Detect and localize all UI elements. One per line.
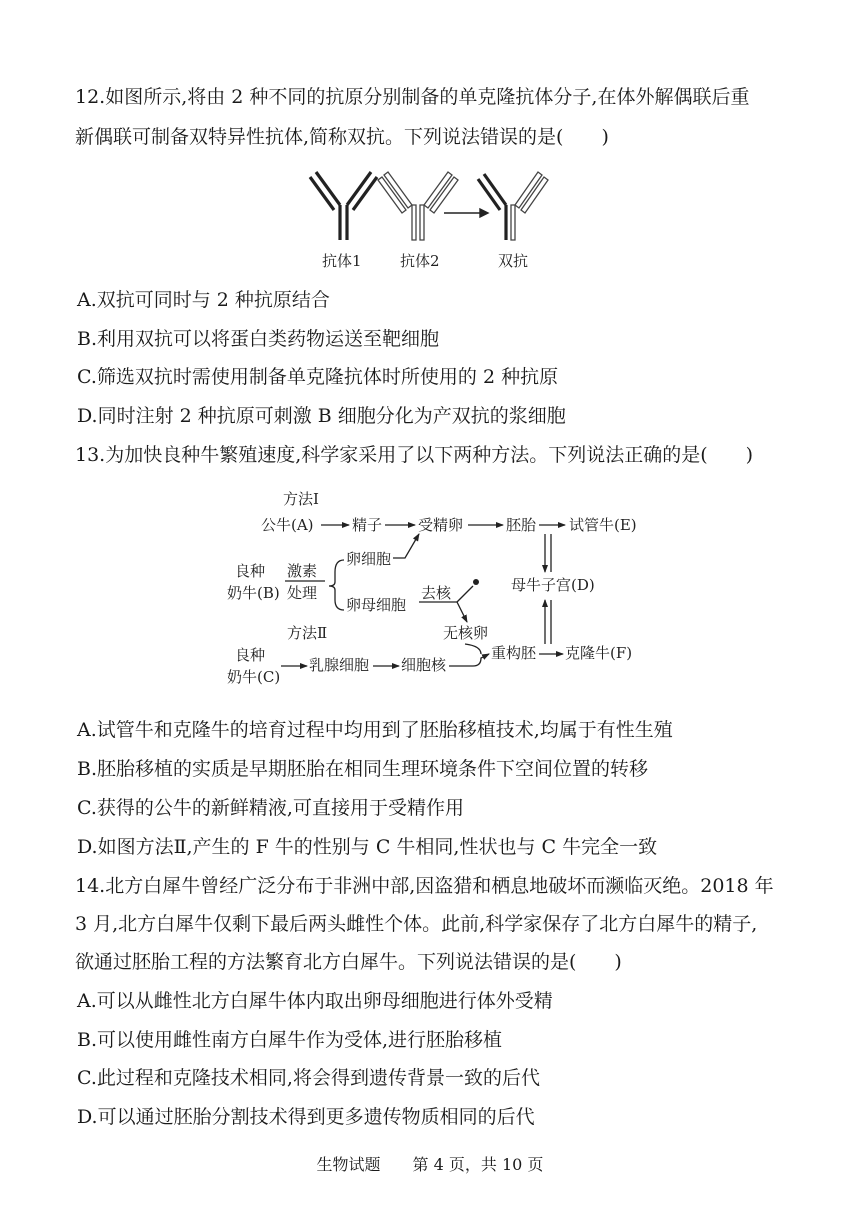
hormone-line1: 激素 [287,562,318,580]
method-1-label: 方法Ⅰ [283,490,319,508]
q13-option-a: A.试管牛和克隆牛的培育过程中均用到了胚胎移植技术,均属于有性生殖 [77,719,673,741]
antibody-1-shape [310,172,377,240]
embryo-label: 胚胎 [506,516,537,534]
q12-stem-line2: 新偶联可制备双特异性抗体,简称双抗。下列说法错误的是( ) [75,126,609,148]
q13-option-d: D.如图方法Ⅱ,产生的 F 牛的性别与 C 牛相同,性状也与 C 牛完全一致 [77,836,658,858]
bispecific-label: 双抗 [498,252,529,270]
egg-cell-label: 卵细胞 [346,550,392,568]
reconstructed-embryo-label: 重构胚 [491,644,537,662]
q12-option-b: B.利用双抗可以将蛋白类药物运送至靶细胞 [77,328,440,350]
q12-stem-line1: 12.如图所示,将由 2 种不同的抗原分别制备的单克隆抗体分子,在体外解偶联后重 [75,86,750,108]
uterus-label: 母牛子宫(D) [511,576,595,594]
cow-c-line2: 奶牛(C) [227,668,281,686]
antibody-2-label: 抗体2 [400,252,440,270]
test-tube-calf-label: 试管牛(E) [569,516,637,534]
arrow-icon [444,209,488,217]
q14-option-d: D.可以通过胚胎分割技术得到更多遗传物质相同的后代 [77,1106,535,1128]
antibody-2-shape [378,172,458,240]
bull-a-label: 公牛(A) [261,516,314,534]
enucleate-label: 去核 [421,584,452,602]
hormone-line2: 处理 [287,584,318,602]
cow-b-line2: 奶牛(B) [227,584,280,602]
q14-option-a: A.可以从雌性北方白犀牛体内取出卵母细胞进行体外受精 [77,990,553,1012]
nucleus-label: 细胞核 [401,656,447,674]
page-footer: 生物试题 第 4 页，共 10 页 [316,1155,544,1174]
oocyte-label: 卵母细胞 [346,596,407,614]
q14-stem-line1: 14.北方白犀牛曾经广泛分布于非洲中部,因盗猎和栖息地破坏而濒临灭绝。2018 年 [75,875,774,897]
breeding-flowchart [225,482,645,697]
nucleus-dot-icon [473,579,479,585]
q14-option-c: C.此过程和克隆技术相同,将会得到遗传背景一致的后代 [77,1067,540,1089]
antibody-1-label: 抗体1 [322,252,362,270]
q14-option-b: B.可以使用雌性南方白犀牛作为受体,进行胚胎移植 [77,1029,503,1051]
cow-c-line1: 良种 [235,646,266,664]
q12-option-c: C.筛选双抗时需使用制备单克隆抗体时所使用的 2 种抗原 [77,366,559,388]
q12-option-d: D.同时注射 2 种抗原可刺激 B 细胞分化为产双抗的浆细胞 [77,405,566,427]
q14-stem-line2: 3 月,北方白犀牛仅剩下最后两头雌性个体。此前,科学家保存了北方白犀牛的精子, [75,913,758,935]
q14-stem-line3: 欲通过胚胎工程的方法繁育北方白犀牛。下列说法错误的是( ) [75,951,622,973]
fertilized-egg-label: 受精卵 [418,516,464,534]
enucleated-egg-label: 无核卵 [443,624,489,642]
sperm-label: 精子 [352,516,383,534]
mammary-cell-label: 乳腺细胞 [309,656,370,674]
clone-calf-label: 克隆牛(F) [565,644,633,662]
q12-option-a: A.双抗可同时与 2 种抗原结合 [77,289,330,311]
q13-option-c: C.获得的公牛的新鲜精液,可直接用于受精作用 [77,797,464,819]
cow-b-line1: 良种 [235,562,266,580]
method-2-label: 方法Ⅱ [287,624,328,642]
bispecific-antibody-shape [478,172,548,240]
antibody-figure [300,160,560,275]
q13-option-b: B.胚胎移植的实质是早期胚胎在相同生理环境条件下空间位置的转移 [77,758,649,780]
q13-stem: 13.为加快良种牛繁殖速度,科学家采用了以下两种方法。下列说法正确的是( ) [75,444,754,466]
